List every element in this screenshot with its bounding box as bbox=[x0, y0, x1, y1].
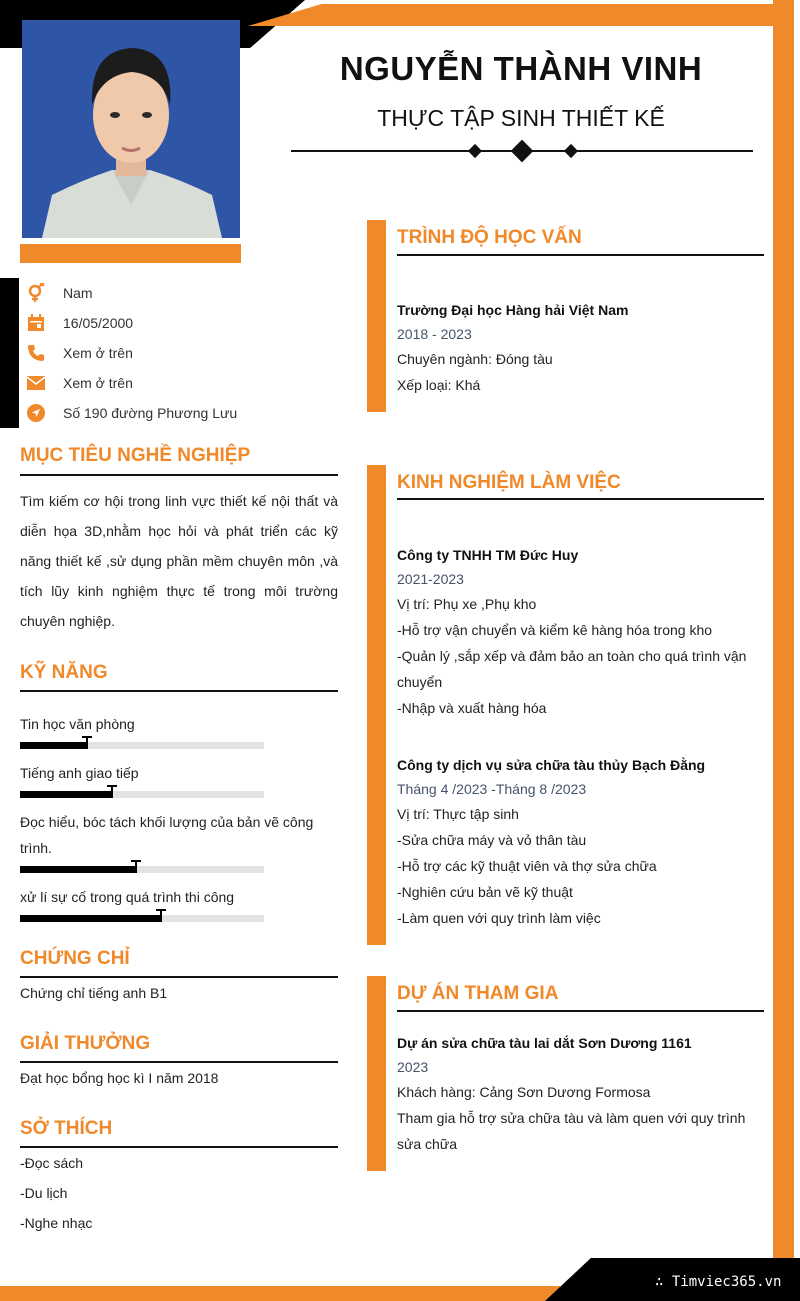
candidate-name: NGUYỄN THÀNH VINH bbox=[339, 50, 703, 87]
objective-divider bbox=[20, 474, 338, 476]
job-line: -Sửa chữa máy và vỏ thân tàu bbox=[397, 832, 587, 848]
contact-accent-bar bbox=[0, 278, 19, 428]
certificate-item: Chứng chỉ tiếng anh B1 bbox=[20, 985, 168, 1001]
objective-text: Tìm kiếm cơ hội trong linh vực thiết kế nội thất và diễn họa 3D,nhằm học hỏi và phát triển các kỹ năng thiết kế ,sử dụng phần mềm chuyên môn ,và tích lũy kinh nghiệm thực tế trong môi trường chuyên nghiệp. bbox=[20, 493, 338, 629]
profile-photo bbox=[22, 20, 240, 238]
job-line: -Hỗ trợ các kỹ thuật viên và thợ sửa chữa bbox=[397, 858, 657, 874]
bottom-orange-band bbox=[0, 1286, 560, 1301]
skill-bar-marker bbox=[107, 785, 117, 787]
skill-label: Tin học văn phòng bbox=[20, 716, 135, 732]
watermark: ∴ Timviec365.vn bbox=[655, 1274, 782, 1290]
contact-phone bbox=[26, 341, 133, 365]
education-divider bbox=[397, 254, 764, 256]
contact-email bbox=[26, 371, 133, 395]
job-line: -Quản lý ,sắp xếp và đảm bảo an toàn cho quá trình vận chuyển bbox=[397, 648, 747, 690]
awards-divider bbox=[20, 1061, 338, 1063]
job-line: -Làm quen với quy trình làm việc bbox=[397, 910, 601, 926]
education-major: Chuyên ngành: Đóng tàu bbox=[397, 351, 553, 367]
award-item: Đạt học bổng học kì I năm 2018 bbox=[20, 1070, 219, 1086]
projects-title: DỰ ÁN THAM GIA bbox=[397, 983, 559, 1004]
skill-label: Tiếng anh giao tiếp bbox=[20, 765, 139, 781]
project-description: Tham gia hỗ trợ sửa chữa tàu và làm quen với quy trình sửa chữa bbox=[397, 1110, 746, 1152]
experience-divider bbox=[397, 498, 764, 500]
job-company: Công ty dịch vụ sửa chữa tàu thủy Bạch Đằng bbox=[397, 757, 706, 773]
job-line: -Nhập và xuất hàng hóa bbox=[397, 700, 547, 716]
hobby-item: -Nghe nhạc bbox=[20, 1215, 93, 1231]
education-title: TRÌNH ĐỘ HỌC VẤN bbox=[397, 227, 582, 248]
certificates-title: CHỨNG CHỈ bbox=[20, 948, 130, 969]
hobbies-divider bbox=[20, 1146, 338, 1148]
job-period: 2021-2023 bbox=[397, 571, 464, 587]
objective-title: MỤC TIÊU NGHỀ NGHIỆP bbox=[20, 445, 251, 466]
right-orange-border bbox=[773, 0, 794, 1301]
skill-bar-fill bbox=[20, 915, 162, 922]
top-orange-band bbox=[248, 4, 773, 26]
email-icon bbox=[26, 373, 46, 393]
contact-phone-value: Xem ở trên bbox=[63, 345, 133, 361]
projects-divider bbox=[397, 1010, 764, 1012]
phone-icon bbox=[26, 343, 46, 363]
awards-title: GIẢI THƯỞNG bbox=[20, 1033, 151, 1054]
skills-divider bbox=[20, 690, 338, 692]
job-line: Vị trí: Phụ xe ,Phụ kho bbox=[397, 596, 537, 612]
education-period: 2018 - 2023 bbox=[397, 326, 472, 342]
experience-accent-bar bbox=[367, 465, 386, 945]
experience-title: KINH NGHIỆM LÀM VIỆC bbox=[397, 472, 621, 493]
photo-underline bbox=[20, 244, 241, 263]
contact-address bbox=[26, 401, 237, 425]
job-line: -Hỗ trợ vận chuyển và kiểm kê hàng hóa trong kho bbox=[397, 622, 713, 638]
education-grade: Xếp loại: Khá bbox=[397, 377, 481, 393]
project-name: Dự án sửa chữa tàu lai dắt Sơn Dương 1161 bbox=[397, 1035, 692, 1051]
skill-bar-marker bbox=[82, 736, 92, 738]
skill-bar bbox=[20, 866, 264, 873]
certificates-divider bbox=[20, 976, 338, 978]
project-client: Khách hàng: Cảng Sơn Dương Formosa bbox=[397, 1084, 651, 1100]
contact-gender-value: Nam bbox=[63, 285, 93, 301]
skill-label: Đọc hiểu, bóc tách khối lượng của bản vẽ công trình. bbox=[20, 814, 314, 856]
project-year: 2023 bbox=[397, 1059, 429, 1075]
job-line: Vị trí: Thực tập sinh bbox=[397, 806, 519, 822]
education-accent-bar bbox=[367, 220, 386, 412]
contact-gender bbox=[26, 281, 93, 305]
contact-birthday bbox=[26, 311, 133, 335]
contact-email-value: Xem ở trên bbox=[63, 375, 133, 391]
divider-diamond-right bbox=[564, 144, 578, 158]
location-icon bbox=[26, 403, 46, 423]
calendar-icon bbox=[26, 313, 46, 333]
skill-bar-fill bbox=[20, 866, 137, 873]
job-line: -Nghiên cứu bản vẽ kỹ thuật bbox=[397, 884, 573, 900]
skill-bar bbox=[20, 915, 264, 922]
contact-address-value: Số 190 đường Phương Lưu bbox=[63, 405, 238, 421]
skill-bar-marker bbox=[156, 909, 166, 911]
skill-bar bbox=[20, 791, 264, 798]
hobby-item: -Du lịch bbox=[20, 1185, 68, 1201]
projects-accent-bar bbox=[367, 976, 386, 1171]
gender-icon bbox=[26, 283, 46, 303]
skills-title: KỸ NĂNG bbox=[20, 662, 108, 683]
job-title: THỰC TẬP SINH THIẾT KẾ bbox=[377, 105, 665, 131]
skill-bar-marker bbox=[131, 860, 141, 862]
divider-diamond-left bbox=[468, 144, 482, 158]
skill-bar bbox=[20, 742, 264, 749]
job-period: Tháng 4 /2023 -Tháng 8 /2023 bbox=[397, 781, 587, 797]
contact-birthday-value: 16/05/2000 bbox=[63, 315, 134, 331]
job-company: Công ty TNHH TM Đức Huy bbox=[397, 547, 579, 563]
hobbies-title: SỞ THÍCH bbox=[20, 1118, 113, 1139]
skill-bar-fill bbox=[20, 791, 113, 798]
skill-bar-fill bbox=[20, 742, 88, 749]
education-school: Trường Đại học Hàng hải Việt Nam bbox=[397, 302, 629, 318]
divider-diamond-center bbox=[511, 140, 534, 163]
portrait-illustration bbox=[22, 20, 240, 238]
skill-label: xử lí sự cố trong quá trình thi công bbox=[20, 889, 235, 905]
hobby-item: -Đọc sách bbox=[20, 1155, 84, 1171]
